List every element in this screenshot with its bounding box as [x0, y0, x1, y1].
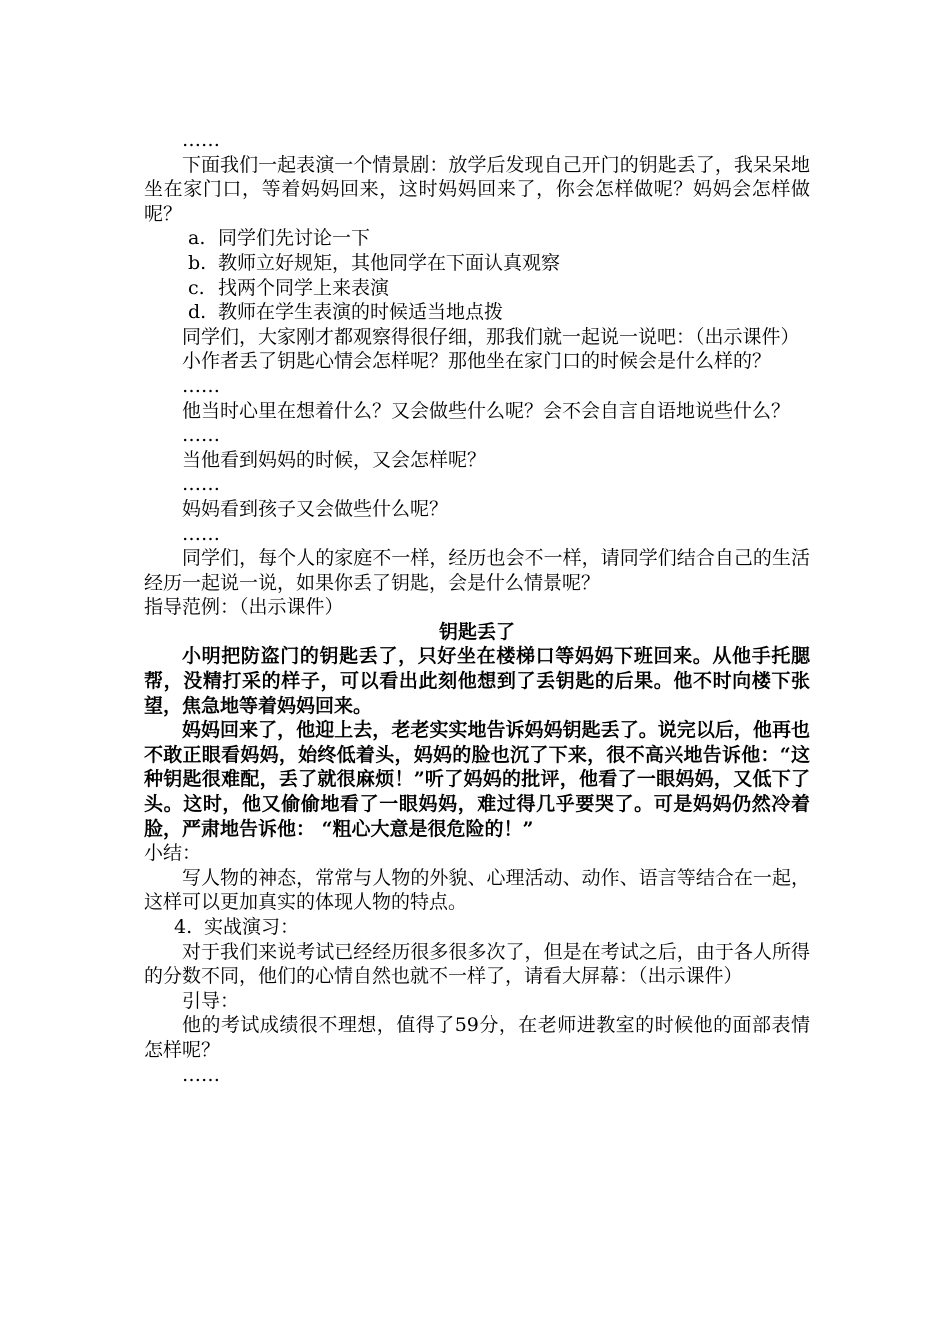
list-item-text: 教师立好规矩，其他同学在下面认真观察 — [218, 251, 561, 274]
example-intro: 指导范例：（出示课件） — [144, 596, 344, 619]
list-item-text: 同学们先讨论一下 — [218, 227, 371, 250]
ellipsis-line: …… — [182, 473, 220, 496]
ellipsis-line: …… — [182, 374, 220, 397]
list-item-label: a. — [188, 227, 206, 250]
question-mother-reaction: 妈妈看到孩子又会做些什么呢？ — [182, 497, 449, 520]
section-heading — [144, 915, 810, 940]
question-thoughts: 他当时心里在想着什么？又会做些什么呢？会不会自言自语地说些什么？ — [182, 399, 791, 422]
paragraph-skit-intro: 下面我们一起表演一个情景剧：放学后发现自己开门的钥匙丢了，我呆呆地坐在家门口，等着妈妈回来，这时妈妈回来了，你会怎样做呢？妈妈会怎样做呢？ — [144, 153, 810, 225]
summary-text: 写人物的神态，常常与人物的外貌、心理活动、动作、语言等结合在一起，这样可以更加真实的体现人物的特点。 — [144, 866, 810, 914]
question-sees-mother: 当他看到妈妈的时候，又会怎样呢？ — [182, 448, 487, 471]
ellipsis-line: …… — [182, 424, 220, 447]
summary-label: 小结： — [144, 842, 202, 865]
paragraph-exam: 对于我们来说考试已经经历很多很多次了，但是在考试之后，由于各人所得的分数不同，他们的心情自然也就不一样了，请看大屏幕：（出示课件） — [144, 940, 810, 988]
list-item — [144, 300, 810, 325]
ellipsis-line: …… — [182, 522, 220, 545]
list-item — [144, 251, 810, 276]
list-item-text: 找两个同学上来表演 — [218, 276, 390, 299]
ellipsis-line: …… — [182, 1063, 220, 1086]
guide-label: 引导： — [182, 989, 240, 1012]
question-mood: 小作者丢了钥匙心情会怎样呢？那他坐在家门口的时候会是什么样的？ — [182, 350, 772, 373]
example-paragraph: 小明把防盗门的钥匙丢了，只好坐在楼梯口等妈妈下班回来。从他手托腮帮，没精打采的样子，可以看出此刻他想到了丢钥匙的后果。他不时向楼下张望，焦急地等着妈妈回来。 — [144, 645, 810, 717]
list-item — [144, 276, 810, 301]
list-item-label: b. — [188, 251, 207, 274]
example-paragraph: 妈妈回来了，他迎上去，老老实实地告诉妈妈钥匙丢了。说完以后，他再也不敢正眼看妈妈，始终低着头，妈妈的脸也沉了下来，很不高兴地告诉他：“这种钥匙很难配，丢了就很麻烦！”听了妈妈的批评，他看了一眼妈妈，又低下了头。这时，他又偷偷地看了一眼妈妈，难过得几乎要哭了。可是妈妈仍然冷着脸，严肃地告诉他： “粗心大意是很危险的！” — [144, 719, 810, 840]
section-number: 4. — [174, 916, 193, 938]
list-item-label: d. — [188, 301, 207, 324]
ellipsis-line: …… — [182, 129, 220, 151]
paragraph-own-experience: 同学们，每个人的家庭不一样，经历也会不一样，请同学们结合自己的生活经历一起说一说，如果你丢了钥匙，会是什么情景呢？ — [144, 547, 810, 594]
example-title: 钥匙丢了 — [438, 620, 515, 643]
section-title: 实战演习： — [204, 916, 300, 938]
question-expression: 他的考试成绩很不理想，值得了59分，在老师进教室的时候他的面部表情怎样呢？ — [144, 1014, 810, 1061]
paragraph-discussion: 同学们，大家刚才都观察得很仔细，那我们就一起说一说吧：（出示课件） — [182, 325, 800, 348]
list-item — [144, 226, 810, 251]
list-item-text: 教师在学生表演的时候适当地点拨 — [218, 301, 504, 324]
list-item-label: c. — [188, 276, 205, 299]
